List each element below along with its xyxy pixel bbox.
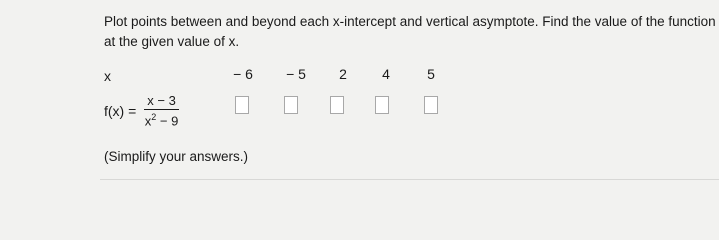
bottom-divider bbox=[100, 179, 719, 180]
function-fraction bbox=[144, 93, 179, 128]
answer-input-2[interactable] bbox=[284, 96, 298, 114]
problem-instructions: Plot points between and beyond each x-intercept and vertical asymptote. Find the value of the function at the given value of x. bbox=[104, 14, 716, 49]
x-value-4: 4 bbox=[382, 66, 390, 82]
function-name: f(x) = bbox=[104, 103, 137, 119]
x-value-2: − 5 bbox=[286, 66, 306, 82]
function-row-header bbox=[104, 90, 179, 132]
answer-input-3[interactable] bbox=[330, 96, 344, 114]
simplify-note: (Simplify your answers.) bbox=[104, 149, 249, 164]
x-value-3: 2 bbox=[339, 66, 347, 82]
fraction-numerator: x − 3 bbox=[144, 93, 179, 110]
answer-input-4[interactable] bbox=[375, 96, 389, 114]
answer-input-1[interactable] bbox=[235, 96, 249, 114]
denominator-tail: − 9 bbox=[156, 113, 179, 129]
denominator-exponent: 2 bbox=[151, 112, 157, 123]
x-row-header: x bbox=[104, 68, 111, 84]
x-value-1: − 6 bbox=[233, 66, 253, 82]
denominator-base: x bbox=[144, 113, 152, 129]
answer-input-5[interactable] bbox=[424, 96, 438, 114]
x-value-5: 5 bbox=[427, 66, 435, 82]
fraction-denominator bbox=[145, 110, 179, 128]
